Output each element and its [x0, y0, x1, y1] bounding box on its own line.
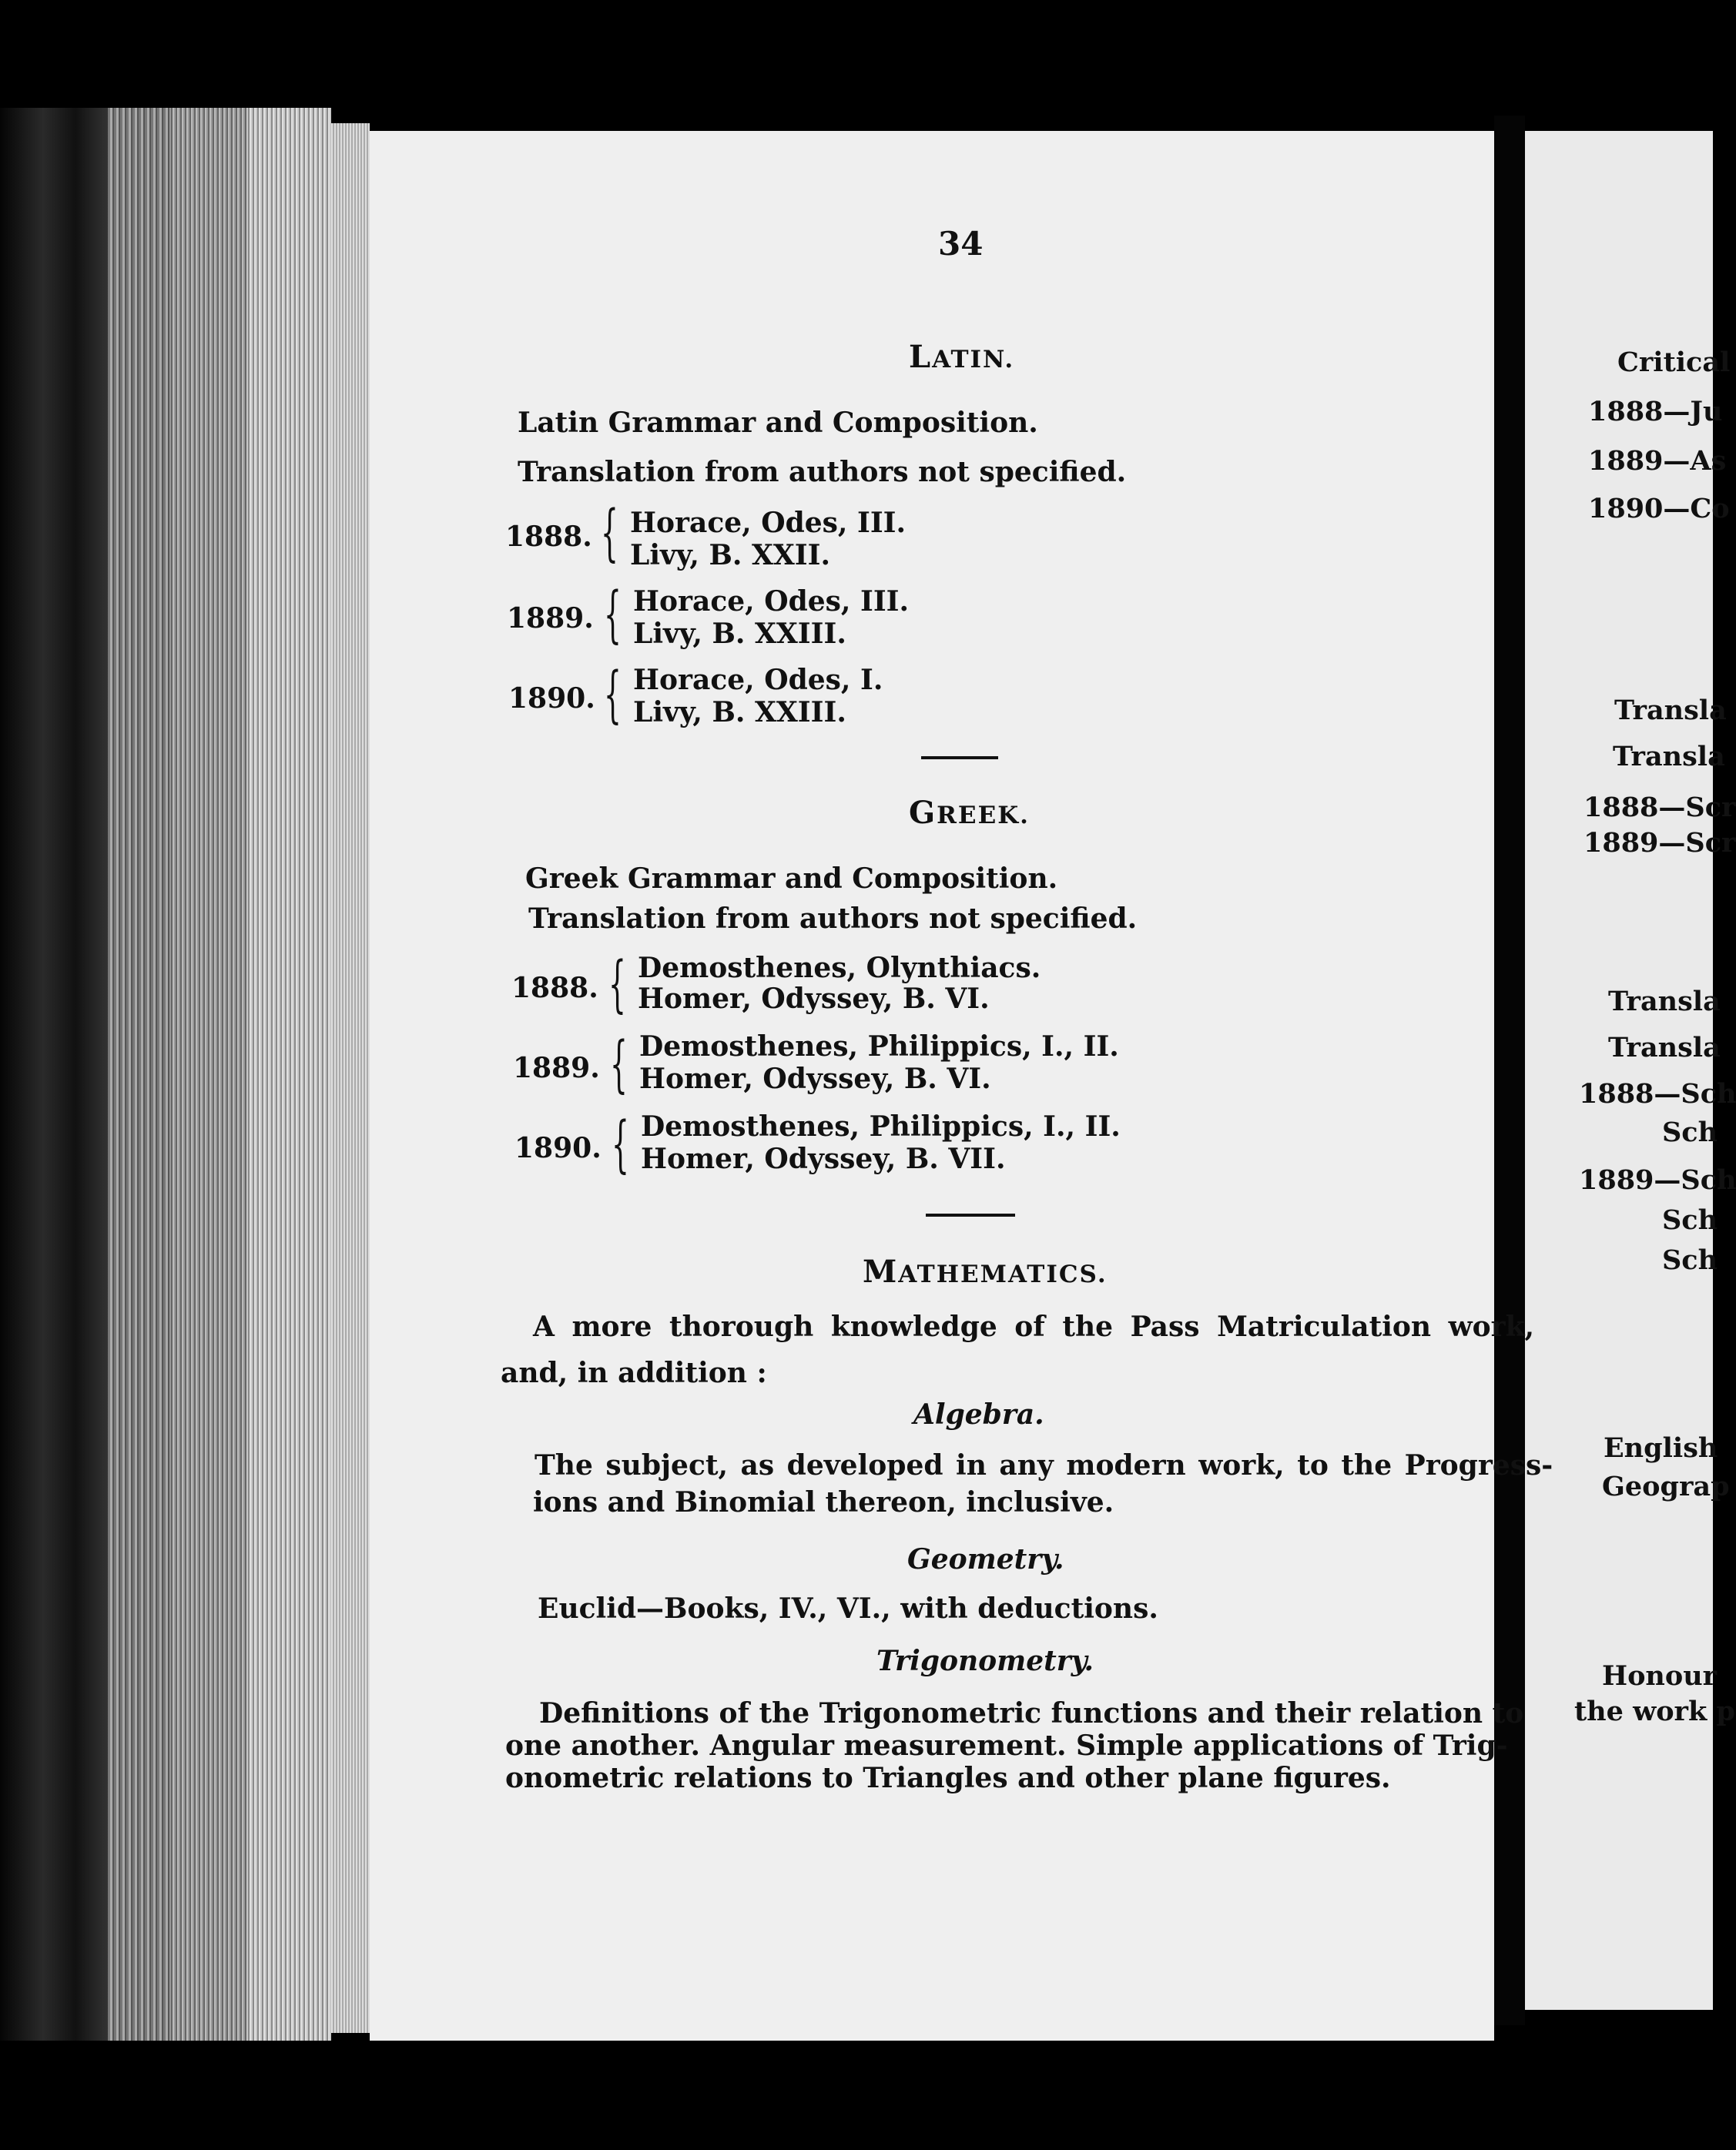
right-page-line: Sch	[1662, 1117, 1718, 1148]
subheading-algebra: Algebra.	[913, 1398, 1044, 1431]
right-page-line: 1888—Sch	[1579, 1078, 1736, 1110]
book-spine-edge	[0, 108, 108, 2041]
page-number: 34	[938, 225, 984, 263]
page-block-edge	[331, 123, 370, 2033]
right-page-line: Transla	[1608, 986, 1721, 1017]
greek-1889-author-b: Homer, Odyssey, B. VI.	[639, 1063, 991, 1095]
brace: {	[601, 497, 618, 568]
page-block-edge	[108, 108, 169, 2041]
latin-1890-author-b: Livy, B. XXIII.	[633, 696, 846, 728]
latin-1889-author-a: Horace, Odes, III.	[633, 585, 910, 618]
right-page-line: Transla	[1614, 695, 1727, 726]
right-page-line: English	[1604, 1432, 1718, 1464]
trig-line-2: one another. Angular measurement. Simple applications of Trig-	[505, 1730, 1508, 1762]
right-page-line: Sch	[1662, 1244, 1718, 1276]
geometry-line-1: Euclid—Books, IV., VI., with deductions.	[538, 1592, 1158, 1625]
right-page-line: the work p	[1574, 1696, 1735, 1727]
algebra-line-1: The subject, as developed in any modern work, to the Progress-	[535, 1449, 1553, 1482]
right-page-line: 1889—As	[1588, 445, 1727, 477]
algebra-line-2: ions and Binomial thereon, inclusive.	[533, 1486, 1114, 1519]
right-page-line: Transla	[1613, 741, 1725, 772]
right-page-line: Sch	[1662, 1204, 1718, 1236]
section-heading-greek: GREEK.	[909, 795, 1030, 831]
trig-line-1: Definitions of the Trigonometric functions and their relation to	[539, 1697, 1524, 1730]
latin-year-1889: 1889.	[507, 602, 594, 635]
right-page-line: 1890—Co	[1588, 493, 1730, 524]
page-block-edge	[246, 108, 331, 2041]
math-intro-line-2: and, in addition :	[501, 1357, 767, 1389]
right-page-line: Transla	[1608, 1032, 1721, 1063]
latin-1888-author-a: Horace, Odes, III.	[630, 507, 907, 539]
section-heading-mathematics: MATHEMATICS.	[863, 1254, 1108, 1290]
math-intro-line-1: A more thorough knowledge of the Pass Matriculation work,	[533, 1311, 1535, 1343]
brace: {	[604, 658, 622, 730]
right-page-line: 1889—Scr	[1584, 827, 1736, 859]
greek-1889-author-a: Demosthenes, Philippics, I., II.	[639, 1030, 1119, 1063]
section-divider	[926, 1214, 1015, 1217]
right-page-line: 1888—Scr	[1584, 792, 1736, 823]
right-page-line: Geograp	[1602, 1471, 1730, 1502]
latin-line-1: Latin Grammar and Composition.	[518, 407, 1038, 439]
latin-1889-author-b: Livy, B. XXIII.	[633, 618, 846, 650]
brace: {	[604, 578, 622, 650]
right-page-line: Critical	[1617, 347, 1731, 378]
greek-1888-author-b: Homer, Odyssey, B. VI.	[638, 983, 990, 1015]
greek-1888-author-a: Demosthenes, Olynthiacs.	[638, 952, 1041, 984]
right-page-line: 1889—Sch	[1579, 1164, 1736, 1196]
trig-line-3: onometric relations to Triangles and other plane figures.	[505, 1762, 1391, 1794]
page-block-edge	[169, 108, 246, 2041]
greek-line-2: Translation from authors not specified.	[528, 903, 1138, 935]
subheading-trigonometry: Trigonometry.	[876, 1645, 1094, 1677]
brace: {	[612, 1108, 629, 1180]
greek-year-1890: 1890.	[514, 1132, 602, 1164]
brace: {	[608, 948, 626, 1020]
greek-year-1889: 1889.	[513, 1052, 600, 1084]
section-divider	[921, 756, 998, 759]
latin-1890-author-a: Horace, Odes, I.	[633, 664, 883, 696]
subheading-geometry: Geometry.	[907, 1543, 1064, 1576]
brace: {	[610, 1028, 628, 1100]
latin-year-1890: 1890.	[508, 682, 595, 715]
latin-line-2: Translation from authors not specified.	[518, 456, 1127, 488]
latin-1888-author-b: Livy, B. XXII.	[630, 539, 831, 571]
greek-year-1888: 1888.	[511, 972, 598, 1004]
right-page-line: 1888—Ju	[1588, 396, 1723, 427]
greek-1890-author-a: Demosthenes, Philippics, I., II.	[641, 1110, 1121, 1143]
greek-line-1: Greek Grammar and Composition.	[525, 862, 1058, 895]
right-page-line: Honour	[1602, 1660, 1718, 1692]
latin-year-1888: 1888.	[505, 521, 592, 553]
section-heading-latin: LATIN.	[909, 339, 1015, 375]
greek-1890-author-b: Homer, Odyssey, B. VII.	[641, 1143, 1006, 1175]
